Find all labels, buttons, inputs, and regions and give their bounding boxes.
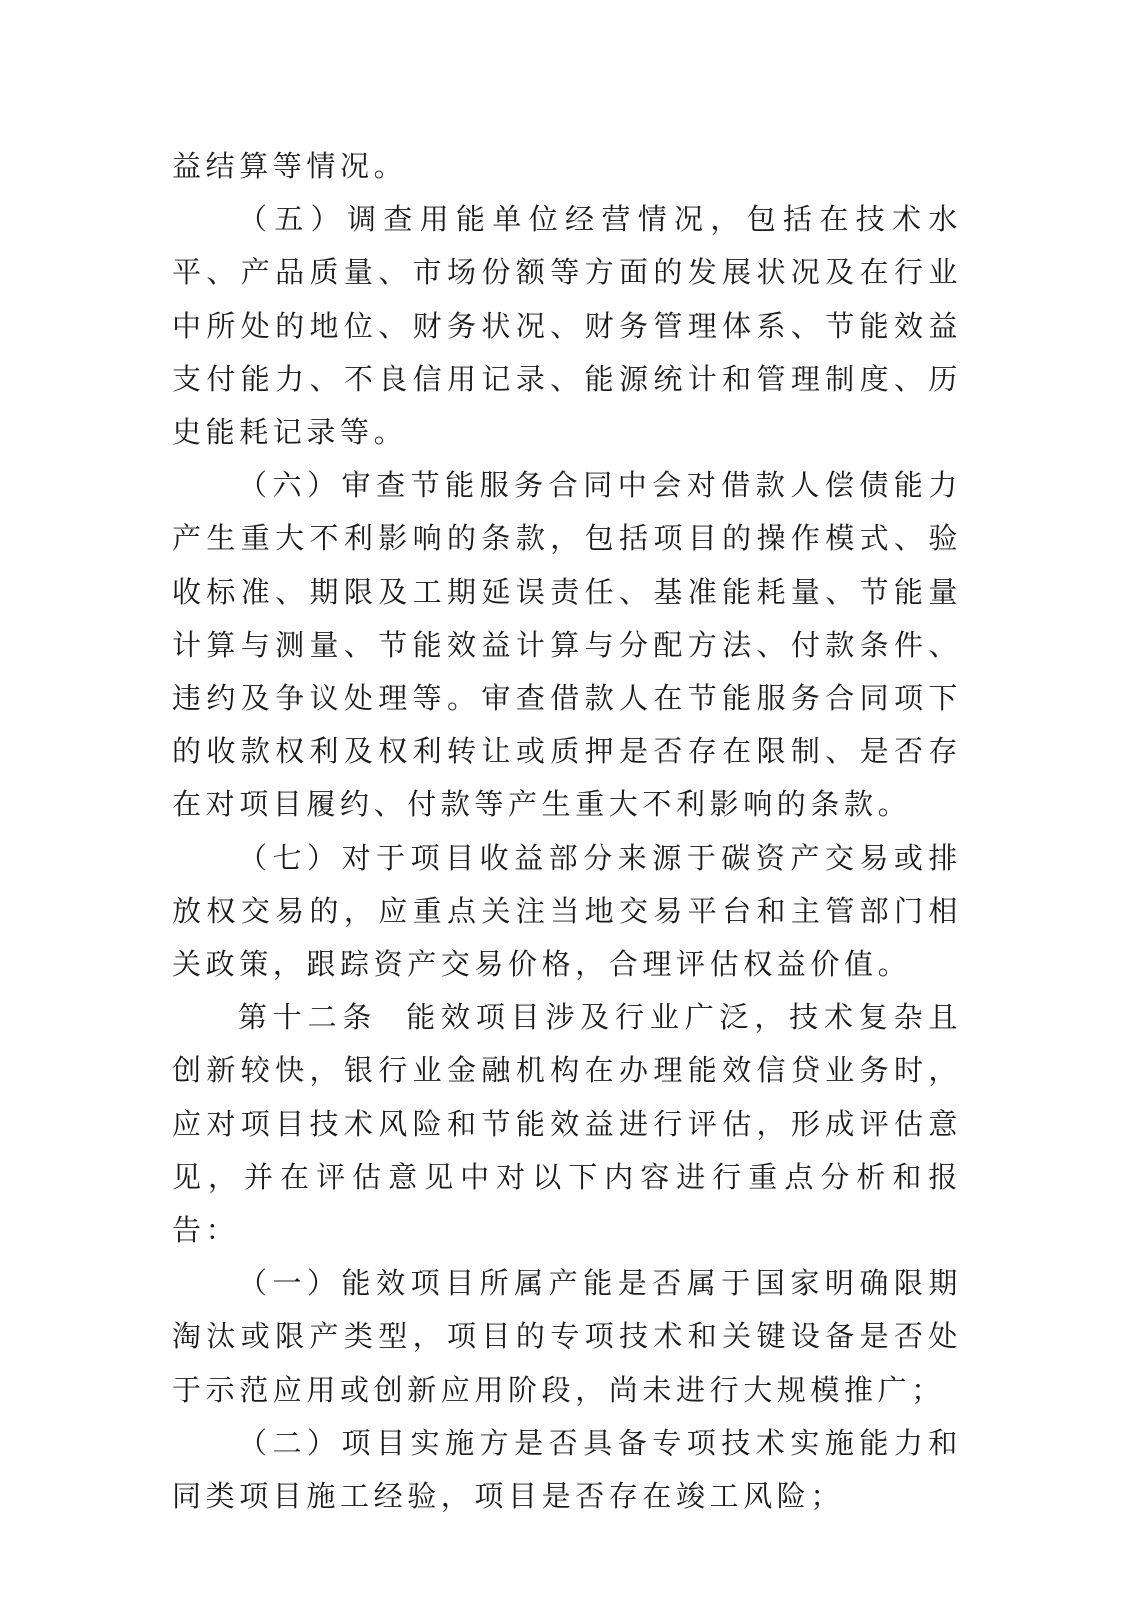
article-heading: 第十二条 [238, 1000, 378, 1035]
article-body: 能效项目涉及行业广泛，技术复杂且创新较快，银行业金融机构在办理能效信贷业务时，应对项目技术风险和节能效益进行评估，形成评估意见，并在评估意见中对以下内容进行重点分析和报告： [172, 1000, 962, 1248]
paragraph-item-6: （六）审查节能服务合同中会对借款人偿债能力产生重大不利影响的条款，包括项目的操作模式、验收标准、期限及工期延误责任、基准能耗量、节能量计算与测量、节能效益计算与分配方法、付款条件、违约及争议处理等。审查借款人在节能服务合同项下的收款权利及权利转让或质押是否存在限制、是否存在对项目履约、付款等产生重大不利影响的条款。 [172, 468, 962, 822]
paragraph-subitem-1: （一）能效项目所属产能是否属于国家明确限期淘汰或限产类型，项目的专项技术和关键设备是否处于示范应用或创新应用阶段，尚未进行大规模推广； [172, 1266, 962, 1407]
paragraph-continuation: 益结算等情况。 [172, 149, 408, 183]
paragraph-item-5: （五）调查用能单位经营情况，包括在技术水平、产品质量、市场份额等方面的发展状况及在行业中所处的地位、财务状况、财务管理体系、节能效益支付能力、不良信用记录、能源统计和管理制度、历史能耗记录等。 [172, 202, 962, 450]
paragraph-article-12 [172, 991, 962, 1257]
paragraph-subitem-2: （二）项目实施方是否具备专项技术实施能力和同类项目施工经验，项目是否存在竣工风险； [172, 1425, 962, 1514]
paragraph-item-7: （七）对于项目收益部分来源于碳资产交易或排放权交易的，应重点关注当地交易平台和主管部门相关政策，跟踪资产交易价格，合理评估权益价值。 [172, 840, 962, 982]
document-body [172, 140, 962, 1523]
